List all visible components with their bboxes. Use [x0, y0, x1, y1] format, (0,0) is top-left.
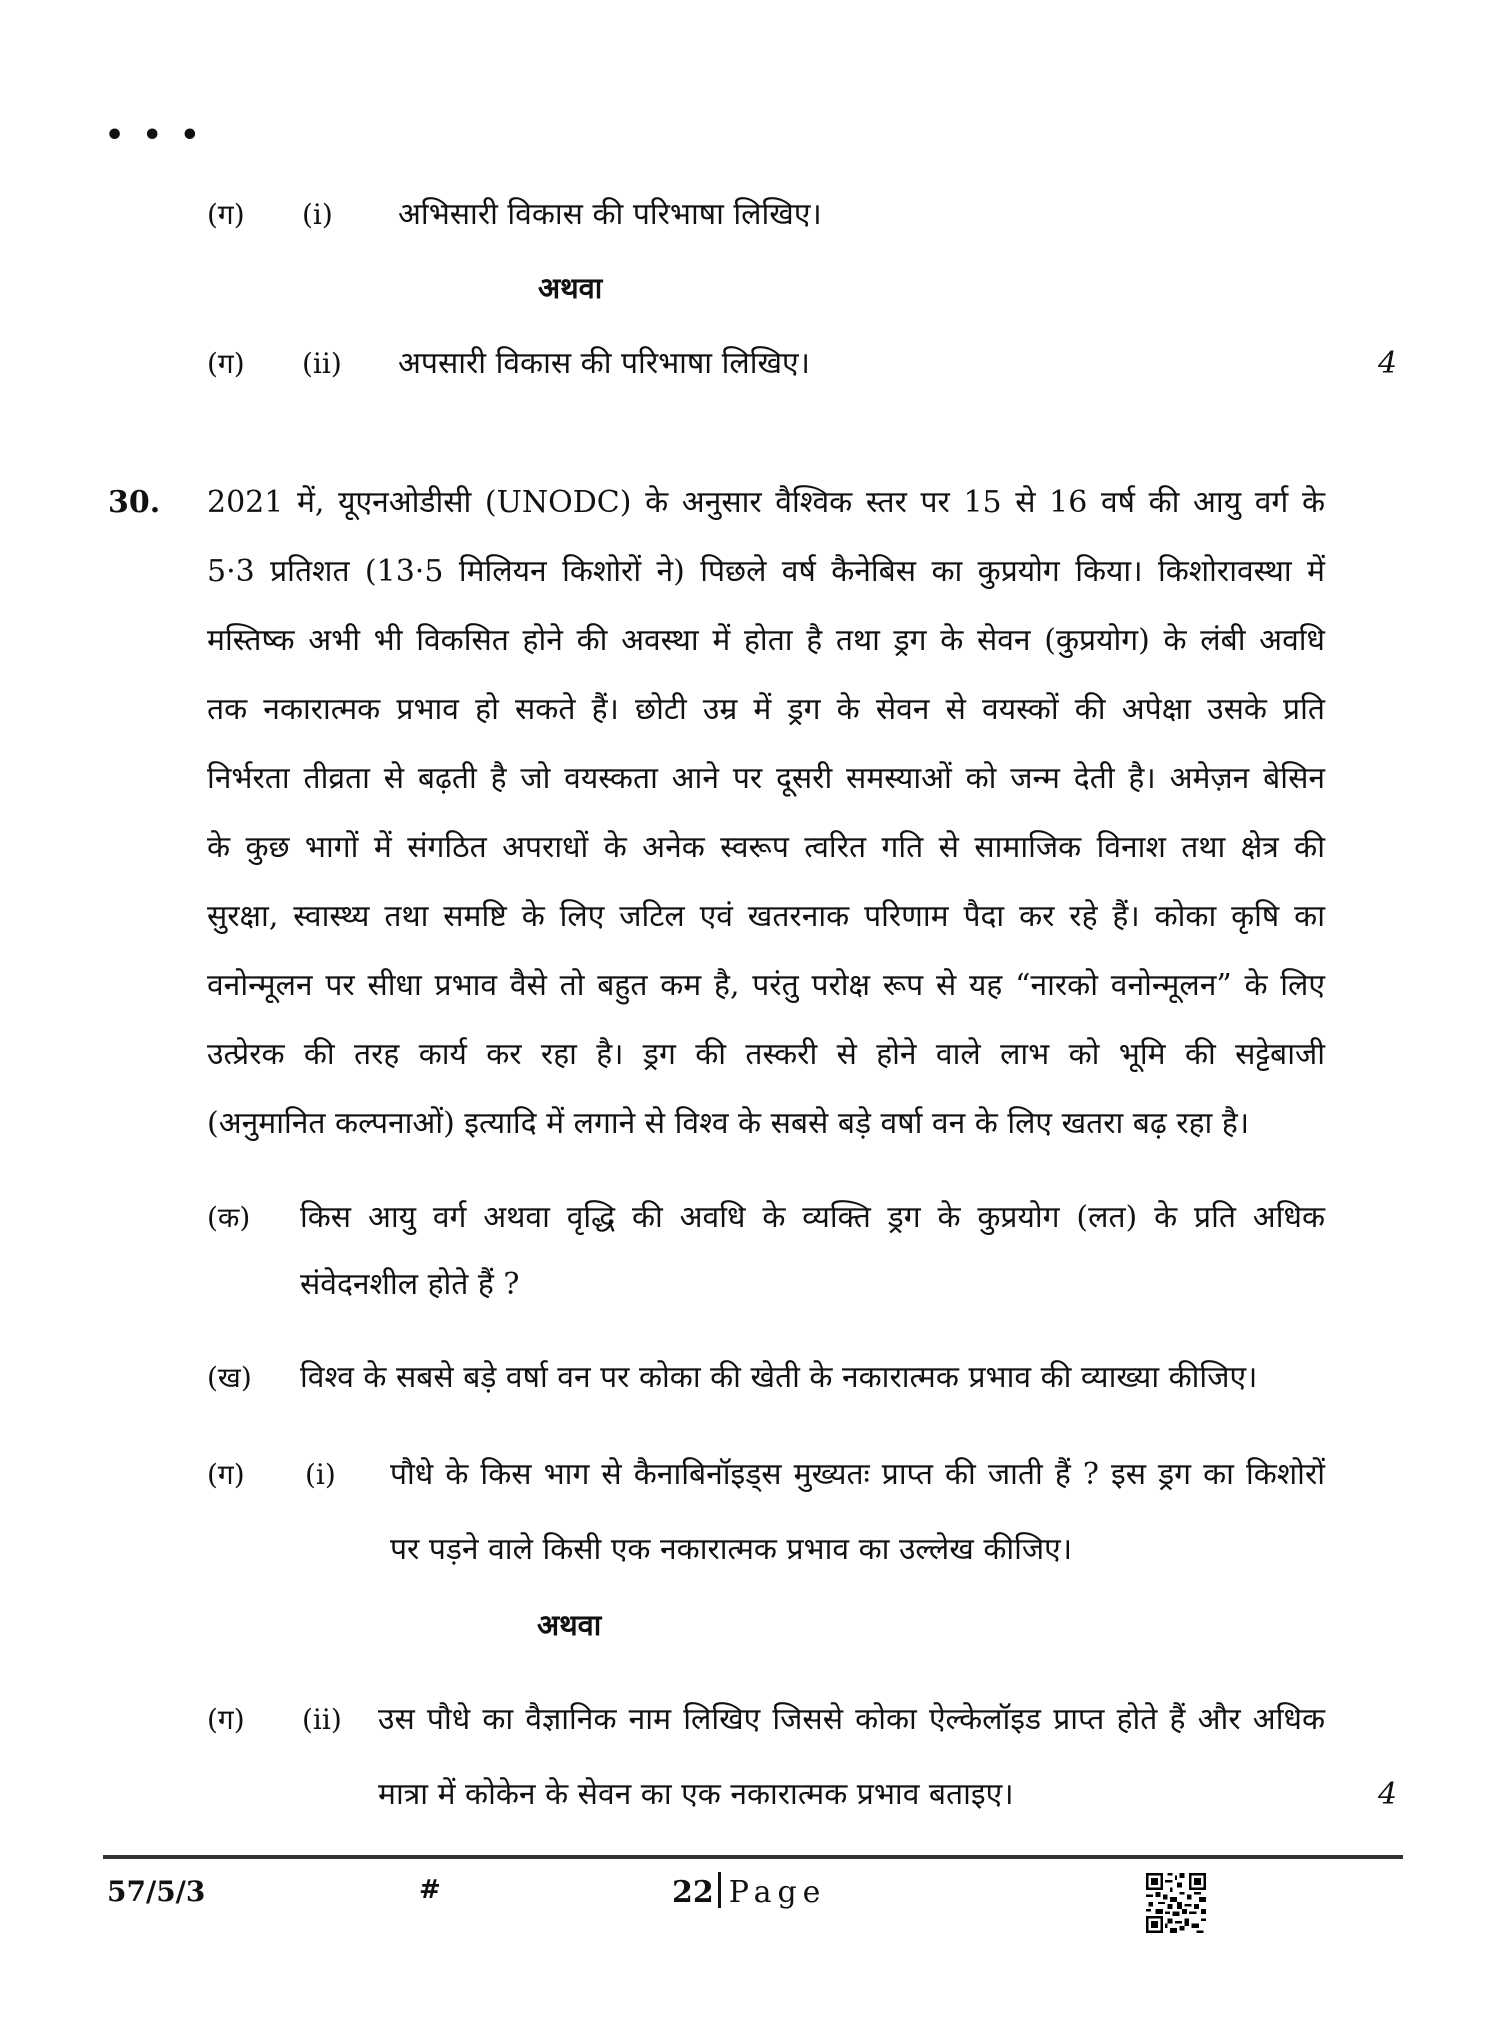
part-c-i-label: (ग)	[207, 1458, 245, 1491]
passage-line: उत्प्रेरक की तरह कार्य कर रहा है। ड्रग की तस्करी से होने वाले लाभ को भूमि की सट्टेबाजी	[207, 1037, 1325, 1072]
page-number: 22	[672, 1875, 714, 1910]
marks: 4	[1378, 346, 1398, 381]
passage-line: 5·3 प्रतिशत (13·5 मिलियन किशोरों ने) पिछले वर्ष कैनेबिस का कुप्रयोग किया। किशोरावस्था में	[207, 554, 1325, 589]
footer-divider	[103, 1855, 1403, 1859]
part-c-i-text-line: पर पड़ने वाले किसी एक नकारात्मक प्रभाव का उल्लेख कीजिए।	[390, 1532, 1073, 1567]
prev-part-c-ii-text: अपसारी विकास की परिभाषा लिखिए।	[398, 346, 810, 381]
page-indicator	[672, 1872, 826, 1910]
passage-line: के कुछ भागों में संगठित अपराधों के अनेक स्वरूप त्वरित गति से सामाजिक विनाश तथा क्षेत्र की	[207, 830, 1325, 865]
prev-part-c-i-text: अभिसारी विकास की परिभाषा लिखिए।	[398, 197, 822, 232]
passage-line: तक नकारात्मक प्रभाव हो सकते हैं। छोटी उम्र में ड्रग के सेवन से वयस्कों की अपेक्षा उसके प्रति	[207, 692, 1325, 727]
part-c-ii-label: (ग)	[207, 1703, 245, 1736]
continuation-marker: • • •	[105, 118, 204, 153]
passage-line: मस्तिष्क अभी भी विकसित होने की अवस्था में होता है तथा ड्रग के सेवन (कुप्रयोग) के लंबी अवधि	[207, 623, 1325, 658]
part-c-ii-text-line: मात्रा में कोकेन के सेवन का एक नकारात्मक प्रभाव बताइए।	[378, 1777, 1014, 1812]
part-b-label: (ख)	[207, 1361, 252, 1394]
paper-code: 57/5/3	[107, 1875, 206, 1908]
part-c-i-roman: (i)	[305, 1458, 336, 1491]
page-separator	[718, 1872, 721, 1908]
question-number: 30.	[108, 485, 161, 520]
part-a-label: (क)	[207, 1201, 251, 1234]
part-a-text-line: किस आयु वर्ग अथवा वृद्धि की अवधि के व्यक्ति ड्रग के कुप्रयोग (लत) के प्रति अधिक	[300, 1200, 1325, 1235]
qr-code-icon	[1146, 1873, 1206, 1933]
prev-part-c-ii-label: (ग)	[207, 347, 245, 380]
part-c-i-text-line: पौधे के किस भाग से कैनाबिनॉइड्स मुख्यतः प्राप्त की जाती हैं ? इस ड्रग का किशोरों	[390, 1457, 1325, 1492]
marks: 4	[1378, 1777, 1398, 1812]
page-word: Page	[728, 1875, 827, 1910]
prev-part-c-ii-roman: (ii)	[302, 347, 342, 380]
prev-part-c-label: (ग)	[207, 198, 245, 231]
passage-line: 2021 में, यूएनओडीसी (UNODC) के अनुसार वैश्विक स्तर पर 15 से 16 वर्ष की आयु वर्ग के	[207, 485, 1325, 520]
passage-line: वनोन्मूलन पर सीधा प्रभाव वैसे तो बहुत कम है, परंतु परोक्ष रूप से यह “नारको वनोन्मूलन” के लिए	[207, 968, 1325, 1003]
part-b-text: विश्व के सबसे बड़े वर्षा वन पर कोका की खेती के नकारात्मक प्रभाव की व्याख्या कीजिए।	[300, 1360, 1258, 1395]
or-label: अथवा	[538, 271, 603, 305]
prev-part-c-i-roman: (i)	[302, 198, 333, 231]
part-c-ii-roman: (ii)	[302, 1703, 342, 1736]
passage-line: निर्भरता तीव्रता से बढ़ती है जो वयस्कता आने पर दूसरी समस्याओं को जन्म देती है। अमेज़न बेसिन	[207, 761, 1325, 796]
hash-mark: #	[419, 1875, 441, 1905]
part-c-ii-text-line: उस पौधे का वैज्ञानिक नाम लिखिए जिससे कोका ऐल्केलॉइड प्राप्त होते हैं और अधिक	[378, 1702, 1325, 1737]
passage-line: (अनुमानित कल्पनाओं) इत्यादि में लगाने से विश्व के सबसे बड़े वर्षा वन के लिए खतरा बढ़ रहा है।	[207, 1106, 1250, 1141]
part-a-text-line: संवेदनशील होते हैं ?	[300, 1267, 520, 1302]
or-label: अथवा	[537, 1608, 602, 1642]
passage-line: सुरक्षा, स्वास्थ्य तथा समष्टि के लिए जटिल एवं खतरनाक परिणाम पैदा कर रहे हैं। कोका कृषि का	[207, 899, 1325, 934]
